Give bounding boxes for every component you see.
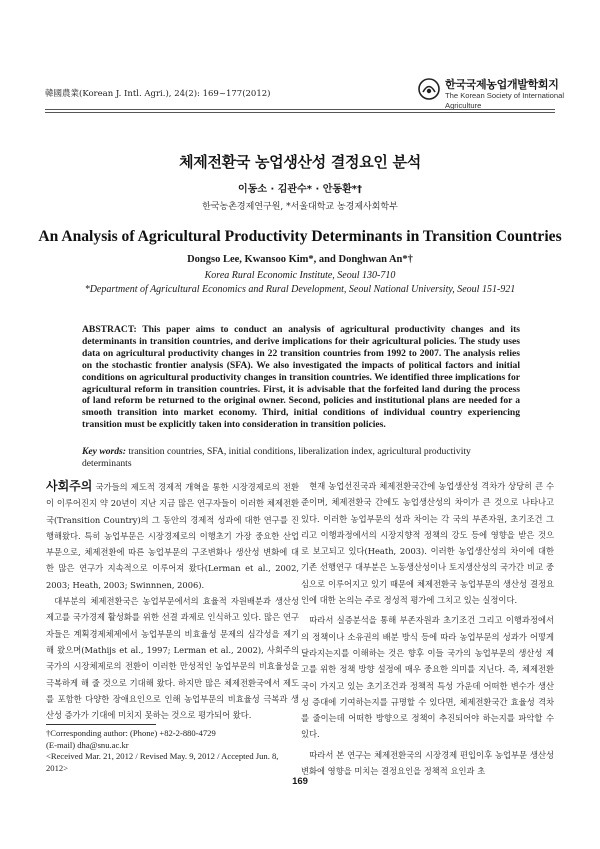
affiliation-english-2: *Department of Agricultural Economics and Rural Development, Seoul National University, Seoul 151-921 [84, 284, 516, 295]
keywords-text: transition countries, SFA, initial conditions, liberalization index, agricultural productivity determinants [82, 446, 471, 469]
body-left-paragraph-1: 국가들의 제도적 경제적 개혁을 통한 시장경제로의 전환이 이루어진지 약 20년이 지난 지금 많은 연구자들이 이러한 체제전환국(Transition Country)의 그 동안의 경제적 성과에 대한 연구를 진행해왔다. 특히 농업부문은 시장경제로의 이행초기 가장 중요한 산업부문으로, 체제전환에 따른 농업부문의 구조변화나 생산성 변화에 대한 많은 연구가 지속적으로 이루어져 왔다(Lerman et al., 2002, 2003; Heath, 2003; Swinnnen, 2006). [46, 482, 299, 590]
society-name-korean: 한국국제농업개발학회지 [445, 78, 559, 91]
authors-korean: 이동소 · 김관수* · 안동환*† [238, 184, 362, 195]
affiliation-korean: 한국농촌경제연구원, *서울대학교 농경제사회학부 [202, 202, 398, 212]
body-right-paragraph-3: 따라서 본 연구는 체제전환국의 시장경제 편입이후 농업부문 생산성 변화에 영향을 미치는 결정요인을 정책적 요인과 초 [301, 749, 554, 777]
abstract: ABSTRACT: This paper aims to conduct an analysis of agricultural productivity changes and its determinants in transition countries, and derive implications for their agricultural policies. The study uses data on agricultural productivity changes in 22 transition countries from 1992 to 2007. The analysis relies on the stochastic frontier analysis (SFA). We also investigated the impacts of political factors and initial conditions on agricultural productivity changes in transition countries. We identified three implications for agricultural reform in transition countries. First, it is advisable that the forfeited land during the process of land reform be returned to the original owner. Second, policies and institutional plans are needed for a smooth transition into market economy. Third, initial conditions of individual country experiencing transition must be explicitly taken into consideration in transition policies. [82, 324, 520, 431]
body-column-right [301, 478, 554, 779]
paper-title-korean: 체제전환국 농업생산성 결정요인 분석 [179, 153, 421, 171]
lead-word: 사회주의 [46, 479, 93, 493]
header-rule-top [45, 109, 555, 110]
paper-title-english: An Analysis of Agricultural Productivity Determinants in Transition Countries [38, 228, 562, 245]
body-column-left [46, 478, 299, 723]
footnotes [46, 728, 301, 774]
body-right-paragraph-1: 현재 농업선진국과 체제전환국간에 농업생산성 격차가 상당히 큰 수준이며, 체제전환국 간에도 농업생산성의 차이가 큰 것으로 나타나고 있다. 이러한 농업부문의 성과 차이는 각 국의 부존자원, 초기조건 그리고 이행과정에서의 시장지향적 정책의 강도 등에 영향을 받은 것으로 보고되고 있다(Heath, 2003). 이러한 농업생산성의 차이에 대한 기존 선행연구 대부분은 노동생산성이나 토지생산성의 국가간 비교 중심으로 이루어지고 있기 때문에 체제전환국 농업부문의 생산성 결정요인에 대한 논의는 주로 정성적 평가에 그치고 있는 실정이다. [301, 481, 554, 606]
header-rule-bottom [45, 112, 555, 113]
society-logo-icon [418, 78, 440, 100]
keywords-label: Key words: [82, 446, 126, 457]
received-dates: <Received Mar. 21, 2012 / Revised May. 9, 2012 / Accepted Jun. 8, 2012> [46, 751, 279, 773]
affiliation-english-1: Korea Rural Economic Institute, Seoul 130-710 [204, 270, 396, 281]
footnote-rule [46, 724, 156, 725]
corresponding-email: (E-mail) dha@snu.ac.kr [46, 739, 129, 750]
journal-citation: 韓國農業(Korean J. Intl. Agri.), 24(2): 169~177(2012) [45, 89, 271, 99]
page-number: 169 [292, 776, 308, 787]
keywords [82, 446, 520, 470]
corresponding-author: †Corresponding author: (Phone) +82-2-880-4729 [46, 728, 216, 738]
body-right-paragraph-2: 따라서 실증분석을 통해 부존자원과 초기조건 그리고 이행과정에서의 정책이나 소유권의 배분 방식 등에 따라 농업부문의 성과가 어떻게 달라지는지를 이해하는 것은 향후 이들 국가의 농업부문의 생산성 제고를 위한 정책 방향 설정에 매우 중요한 의미를 지닌다. 즉, 체제전환국이 가지고 있는 초기조건과 정책적 특성 가운데 어떠한 변수가 생산성 증대에 기여하는지를 규명할 수 있다면, 체제전환국간 효율성 격차를 줄이는데 어떠한 방향으로 정책이 추진되어야 하는지를 파악할 수 있다. [301, 615, 554, 740]
authors-english: Dongso Lee, Kwansoo Kim*, and Donghwan An*† [187, 254, 413, 265]
body-left-paragraph-2: 대부분의 체제전환국은 농업부문에서의 효율적 자원배분과 생산성 제고를 국가경제 활성화를 위한 선결 과제로 인식하고 있다. 많은 연구자들은 계획경제체제에서 농업부문의 비효율성 문제의 심각성을 제기해 왔으며(Mathijs et al., 1997; Lerman et al., 2002), 사회주의국가의 시장체제로의 전환이 이러한 만성적인 농업부문의 비효율성을 극복하게 해 줄 것으로 기대해 왔다. 하지만 많은 체제전환국에서 제도를 포함한 다양한 장애요인으로 인해 농업부문의 비효율성 극복과 생산성 증가가 기대에 미치지 못하는 것으로 평가되어 왔다. [46, 596, 299, 721]
society-name-english: The Korean Society of International Agriculture [445, 91, 565, 110]
